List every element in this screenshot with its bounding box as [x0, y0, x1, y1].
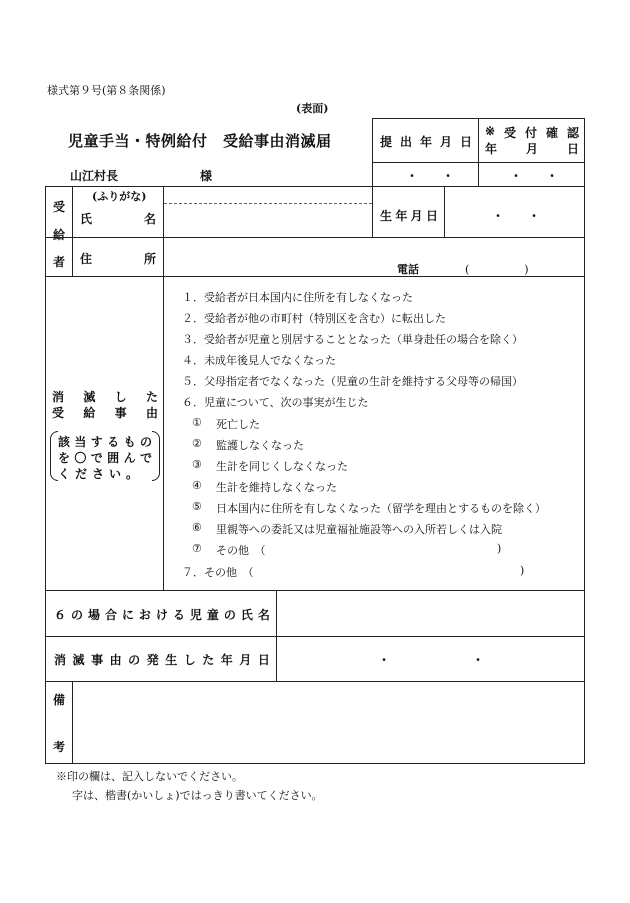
- address-field[interactable]: [166, 240, 582, 260]
- submission-date-field[interactable]: ・ ・: [406, 169, 455, 183]
- sub-item-7[interactable]: その他 （: [216, 544, 266, 557]
- note-2: 字は、楷書(かいしょ)ではっきり書いてください。: [72, 789, 323, 802]
- instruction-bracket-left: [50, 431, 58, 481]
- reason-item-5[interactable]: ５．父母指定者でなくなった（児童の生計を維持する父母等の帰国）: [182, 375, 523, 388]
- reason-item-7[interactable]: ７．その他 （: [182, 566, 254, 579]
- main-border-left: [45, 186, 46, 764]
- date-row-label: 消 滅 事 由 の 発 生 し た 年 月 日: [54, 653, 270, 667]
- sub-item-num: ⑤: [192, 500, 202, 513]
- furigana-field[interactable]: [166, 188, 370, 202]
- remarks-label: 備 考: [52, 693, 65, 754]
- sub-item-num: ③: [192, 458, 202, 471]
- remarks-field[interactable]: [76, 685, 580, 759]
- label-column-divider: [163, 186, 164, 590]
- sub-item-num: ②: [192, 437, 202, 450]
- sub-item-7-close: ): [497, 542, 502, 555]
- instruction-bracket-right: [152, 431, 160, 481]
- sub-item-num: ⑦: [192, 542, 202, 555]
- submission-date-label: 提 出 年 月 日: [380, 135, 472, 149]
- main-border-bottom: [45, 763, 585, 764]
- name-label: 氏 名: [80, 212, 156, 226]
- child-name-label: ６ の 場 合 に お け る 児 童 の 氏 名: [54, 608, 270, 622]
- lower-label-divider: [276, 590, 277, 681]
- row-divider-address: [45, 237, 585, 238]
- reason-item-6[interactable]: ６．児童について、次の事実が生じた: [182, 396, 369, 409]
- row-divider-remarks: [45, 681, 585, 682]
- confirmation-date-field: ・ ・: [510, 169, 559, 183]
- instruction-line1: 該 当 す る も の: [58, 435, 152, 449]
- recipient-side-label: 受 給 者: [52, 200, 65, 269]
- recipient-side-divider: [72, 186, 73, 276]
- sub-item-5[interactable]: 日本国内に住所を有しなくなった（留学を理由とするものを除く）: [216, 502, 546, 515]
- phone-label: 電話: [397, 263, 419, 276]
- name-field[interactable]: [166, 206, 370, 234]
- reason-item-1[interactable]: １．受給者が日本国内に住所を有しなくなった: [182, 291, 413, 304]
- top-box-middle: [478, 118, 479, 186]
- addressee: 山江村長: [70, 169, 119, 183]
- date-field[interactable]: [280, 640, 580, 678]
- form-title: 児童手当・特例給付 受給事由消滅届: [68, 132, 332, 150]
- instruction-line3: く だ さ い 。: [58, 467, 138, 481]
- top-box-right: [584, 118, 585, 186]
- main-border-right: [584, 186, 585, 764]
- side-label: (表面): [296, 102, 329, 115]
- reason-label-line1: 消 滅 し た: [52, 390, 158, 404]
- address-label: 住 所: [80, 252, 156, 266]
- sub-item-num: ⑥: [192, 521, 202, 534]
- sub-item-3[interactable]: 生計を同じくしなくなった: [216, 460, 348, 473]
- confirmation-label: ※ 受 付 確 認: [485, 124, 579, 140]
- confirmation-date-label: 年 月 日: [485, 142, 579, 156]
- reason-label-line2: 受 給 事 由: [52, 406, 158, 420]
- phone-field[interactable]: ( ): [465, 263, 529, 276]
- sub-item-num: ①: [192, 416, 202, 429]
- reason-item-3[interactable]: ３．受給者が児童と別居することとなった（単身赴任の場合を除く）: [182, 333, 523, 346]
- birthdate-label-right: [444, 186, 445, 237]
- child-name-field[interactable]: [280, 594, 580, 632]
- sub-item-1[interactable]: 死亡した: [216, 418, 260, 431]
- row-divider-child: [45, 590, 585, 591]
- reason-item-7-close: ): [520, 564, 525, 577]
- sub-item-4[interactable]: 生計を維持しなくなった: [216, 481, 337, 494]
- date-dot-2: ・: [472, 653, 485, 667]
- furigana-dashed-line: [164, 203, 372, 204]
- remarks-divider: [72, 681, 73, 763]
- sub-item-num: ④: [192, 479, 202, 492]
- birthdate-label-left: [372, 186, 373, 237]
- instruction-line2: を 〇 で 囲 ん で: [58, 451, 152, 465]
- row-divider-date: [45, 636, 585, 637]
- birthdate-field[interactable]: ・ ・: [492, 209, 541, 223]
- form-number: 様式第９号(第８条関係): [47, 84, 166, 97]
- sub-item-6[interactable]: 里親等への委託又は児童福祉施設等への入所若しくは入院: [216, 523, 502, 536]
- addressee-honorific: 様: [200, 169, 213, 183]
- reason-item-4[interactable]: ４．未成年後見人でなくなった: [182, 354, 336, 367]
- note-1: ※印の欄は、記入しないでください。: [56, 770, 243, 783]
- sub-item-2[interactable]: 監護しなくなった: [216, 439, 304, 452]
- reason-item-2[interactable]: ２．受給者が他の市町村（特別区を含む）に転出した: [182, 312, 446, 325]
- date-dot-1: ・: [378, 653, 391, 667]
- main-border-top: [45, 186, 585, 187]
- birthdate-label: 生 年 月 日: [380, 209, 438, 223]
- top-box-left: [372, 118, 373, 186]
- furigana-label: (ふりがな): [92, 190, 147, 203]
